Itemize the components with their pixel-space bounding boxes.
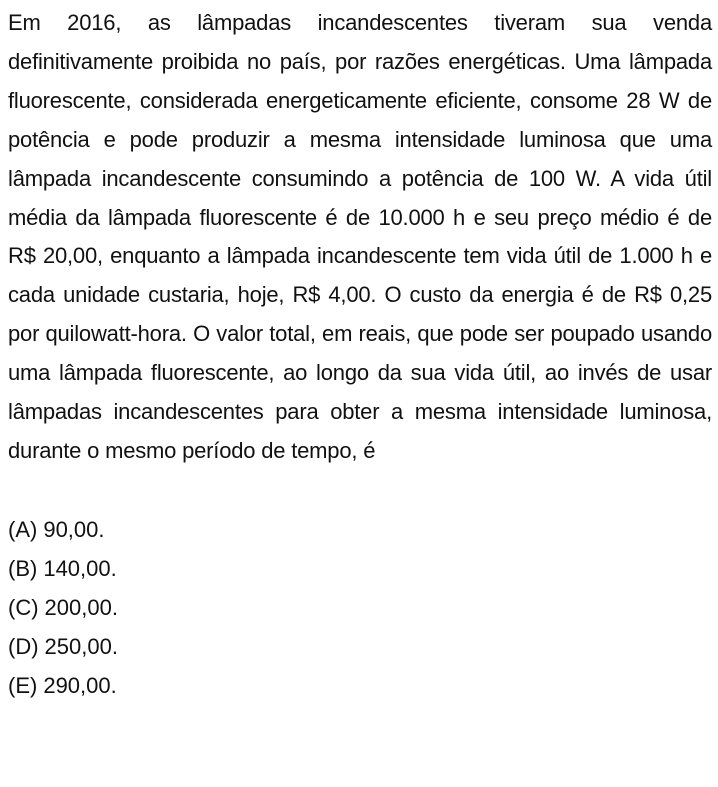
option-value: 90,00. — [43, 516, 105, 542]
option-letter: (E) — [8, 672, 38, 698]
question-text: Em 2016, as lâmpadas incandescentes tiveram sua venda definitivamente proibida no país, por razões energéticas. Uma lâmpada fluorescente, considerada energeticamente eficiente, consome 28 W de potência e pode produzir a mesma intensidade luminosa que uma lâmpada incandescente consumindo a potência de 100 W. A vida útil média da lâmpada fluorescente é de 10.000 h e seu preço médio é de R$ 20,00, enquanto a lâmpada incandescente tem vida útil de 1.000 h e cada unidade custaria, hoje, R$ 4,00. O custo da energia é de R$ 0,25 por quilowatt-hora. O valor total, em reais, que pode ser poupado usando uma lâmpada fluorescente, ao longo da sua vida útil, ao invés de usar lâmpadas incandescentes para obter a mesma intensidade luminosa, durante o mesmo período de tempo, é — [8, 10, 712, 463]
answer-options — [8, 511, 712, 706]
option-e[interactable] — [8, 667, 712, 706]
option-a[interactable] — [8, 511, 712, 550]
option-letter: (D) — [8, 633, 39, 659]
option-letter: (C) — [8, 594, 39, 620]
option-c[interactable] — [8, 589, 712, 628]
option-value: 140,00. — [43, 555, 117, 581]
option-letter: (A) — [8, 516, 38, 542]
option-letter: (B) — [8, 555, 38, 581]
option-value: 200,00. — [44, 594, 118, 620]
option-value: 250,00. — [44, 633, 118, 659]
option-value: 290,00. — [43, 672, 117, 698]
option-d[interactable] — [8, 628, 712, 667]
option-b[interactable] — [8, 550, 712, 589]
